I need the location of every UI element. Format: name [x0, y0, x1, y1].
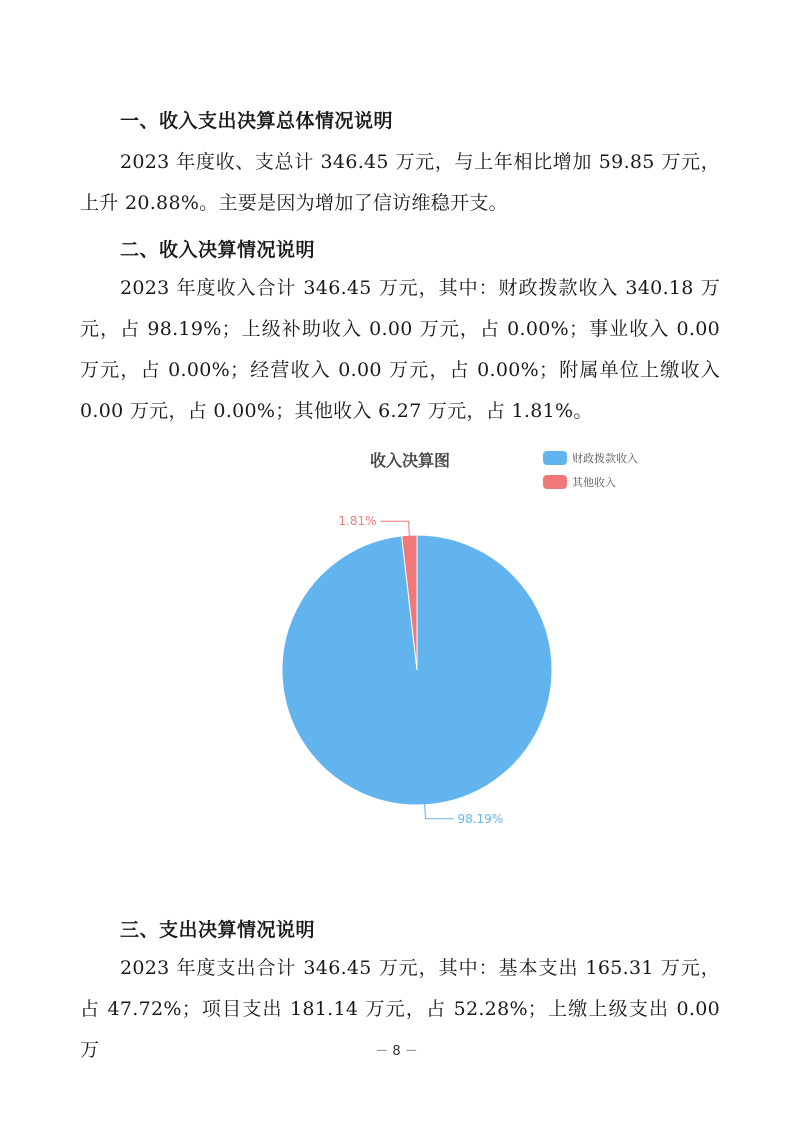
slice-label-1: 1.81%: [338, 514, 377, 529]
slice-label-0: 98.19%: [457, 811, 504, 826]
income-pie-chart: [230, 440, 638, 840]
section-3-heading: 三、支出决算情况说明: [120, 919, 316, 941]
section-3-body: 2023 年度支出合计 346.45 万元，其中：基本支出 165.31 万元，占 47.72%；项目支出 181.14 万元，占 52.28%；上缴上级支出 0.00 万: [80, 957, 720, 1061]
section-1-heading: 一、收入支出决算总体情况说明: [120, 110, 394, 132]
chart-legend: [543, 451, 638, 489]
legend-swatch-0: [543, 451, 567, 465]
legend-swatch-1: [543, 475, 567, 489]
pie-slices: [282, 535, 552, 805]
legend-label-0: 财政拨款收入: [572, 452, 638, 465]
page-number: － 8 －: [375, 1044, 418, 1059]
legend-label-1: 其他收入: [572, 476, 616, 489]
chart-title: 收入决算图: [370, 451, 451, 470]
section-2-heading: 二、收入决算情况说明: [120, 239, 316, 261]
section-2-body: 2023 年度收入合计 346.45 万元，其中：财政拨款收入 340.18 万元，占 98.19%；上级补助收入 0.00 万元，占 0.00%；事业收入 0.00 万元，占 0.00%；经营收入 0.00 万元，占 0.00%；附属单位上缴收入 0.00 万元，占 0.00%；其他收入 6.27 万元，占 1.81%。: [80, 277, 720, 422]
section-1-body: 2023 年度收、支总计 346.45 万元，与上年相比增加 59.85 万元，上升 20.88%。主要是因为增加了信访维稳开支。: [80, 151, 720, 214]
